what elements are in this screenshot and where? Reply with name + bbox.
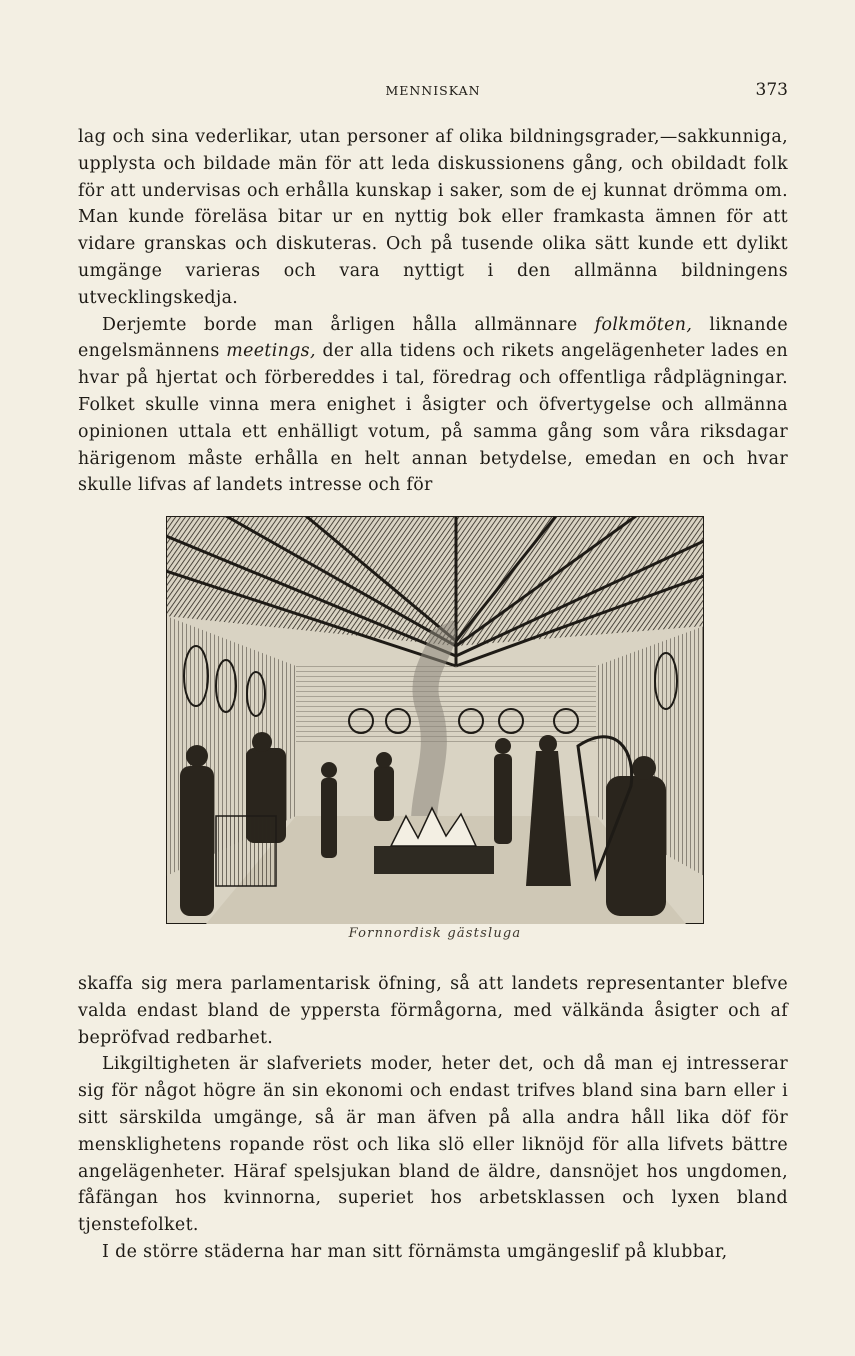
paragraph: I de större städerna har man sitt förnämsta umgängeslif på klubbar, — [102, 1241, 728, 1262]
body-text-top — [78, 124, 788, 499]
text-run: liknande engelsmännens — [78, 314, 788, 362]
text-run: Derjemte borde man årligen hålla allmännare — [102, 314, 595, 335]
emphasis-folkmoten: folkmöten, — [594, 314, 693, 335]
hearth — [374, 846, 494, 874]
body-text-bottom — [78, 971, 788, 1266]
hall-engraving — [166, 516, 704, 924]
paragraph: lag och sina vederlikar, utan personer af olika bildningsgrader,—sakkunniga, upplysta och bildade män för att leda diskussionens gång, och obildadt folk för att undervisas och erhålla kunskap i saker, som de ej kunnat drömma om. Man kunde föreläsa bitar ur en nyttig bok eller framkasta ämnen för att vidare granskas och diskuteras. Och på tusende olika sätt kunde ett dylikt umgänge varieras och vara nyttigt i den allmänna bildningens utvecklingskedja. — [78, 127, 788, 308]
page-number: 373 — [755, 80, 788, 100]
figure-caption: Fornnordisk gästsluga — [348, 926, 522, 941]
paragraph: Likgiltigheten är slafveriets moder, heter det, och då man ej intresserar sig för något högre än sin ekonomi och endast trifves bland sina barn eller i sitt särskilda umgänge, så är man äfven på alla andra håll lika döf för mensklighetens ropande röst och lika slö eller liknöjd för alla lifvets bättre angelägenheter. Häraf spelsjukan bland de äldre, dansnöjet hos ungdomen, fåfängan hos kvinnorna, superiet hos arbetsklassen och lyxen bland tjenstefolket. — [78, 1054, 788, 1236]
paragraph — [78, 312, 788, 500]
paragraph: skaffa sig mera parlamentarisk öfning, så att landets representanter blefve valda endast bland de yppersta förmågorna, med välkända åsigter och af bepröfvad redbarhet. — [78, 974, 788, 1048]
emphasis-meetings: meetings, — [226, 341, 316, 362]
page-header — [78, 80, 788, 102]
bench — [216, 816, 276, 886]
running-head: MENNISKAN — [385, 83, 481, 98]
text-run: der alla tidens och rikets angelägenheter lades en hvar på hjertat och förbereddes i tal, föredrag och offentliga rådplägningar. Folket skulle vinna mera enighet i åsigter och öfvertygelse och allmänna opinionen uttala ett enhälligt votum, på samma gång som våra riksdagar härigenom måste erhålla en helt annan betydelse, emedan en och hvar skulle lifvas af landets intresse och för — [78, 341, 789, 496]
engraving-illustration — [166, 516, 704, 924]
roof-right — [456, 516, 704, 646]
